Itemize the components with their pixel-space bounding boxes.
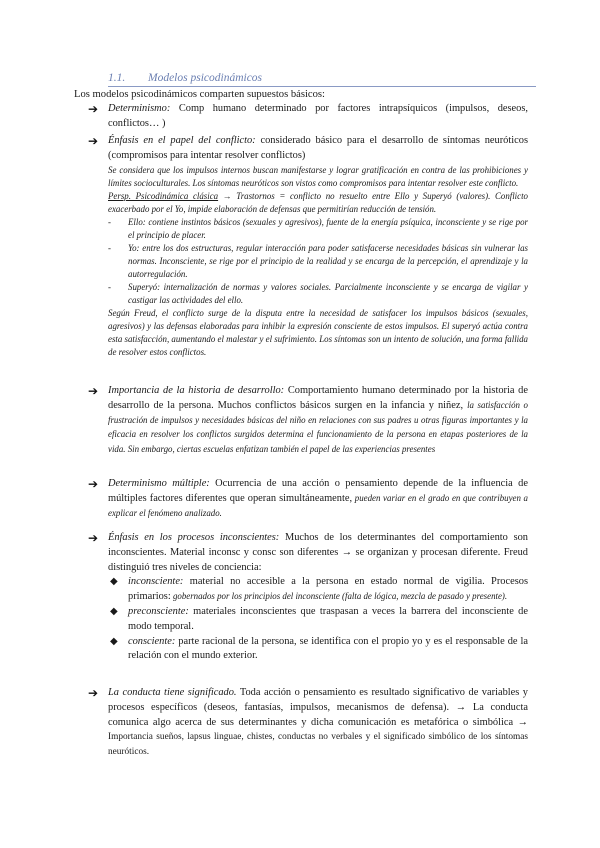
sub-item-text: Superyó: internalización de normas y valores sociales. Parcialmente inconsciente y se encarga de vigilar y castigar las actividades del ello. — [128, 281, 528, 305]
dash-bullet-icon: - — [108, 281, 111, 292]
item-title: La conducta tiene significado. — [108, 687, 237, 698]
item-title: Énfasis en el papel del conflicto: — [108, 135, 256, 146]
section-number: 1.1. — [108, 72, 126, 84]
note-text: Se considera que los impulsos internos buscan manifestarse y lograr gratificación en contra de las prohibiciones y límites socioculturales. Los síntomas neuróticos son vistos como compromisos para intentar resolver este conflicto. — [108, 164, 528, 188]
arrow-bullet-icon: ➔ — [88, 477, 99, 491]
level-note: gobernados por los principios del inconsciente (falta de lógica, mezcla de pasado y presente). — [170, 591, 508, 602]
perspective-text — [88, 190, 528, 216]
dash-bullet-icon: - — [108, 242, 111, 253]
arrow-bullet-icon: ➔ — [88, 384, 99, 398]
note-text: pueden variar en el grado en que contribuyen a explicar el fenómeno analizado. — [108, 492, 528, 518]
item-text: considerado básico para el desarrollo de síntomas neuróticos (compromisos para intentar resolver conflictos) — [108, 135, 528, 161]
bullet-conflicto — [88, 134, 528, 359]
level-text: materiales inconscientes que traspasan a veces la barrera del inconsciente de modo temporal. — [128, 605, 528, 632]
item-title: Determinismo: — [108, 103, 171, 114]
section-title: Modelos psicodinámicos — [148, 72, 263, 84]
diamond-bullet-icon: ◆ — [110, 605, 118, 617]
sub-item — [88, 281, 528, 307]
level-item — [88, 605, 528, 635]
intro-text: Los modelos psicodinámicos comparten supuestos básicos: — [74, 89, 325, 100]
arrow-bullet-icon: ➔ — [88, 102, 99, 116]
arrow-bullet-icon: ➔ — [88, 686, 99, 700]
level-label: inconsciente: — [128, 576, 184, 588]
note-text: Importancia sueños, lapsus linguae, chistes, conductas no verbales y el significado simbólico de los síntomas neuróticos. — [108, 732, 528, 758]
diamond-bullet-icon: ◆ — [110, 635, 118, 647]
sub-item — [88, 216, 528, 242]
item-title: Énfasis en los procesos inconscientes: — [108, 532, 280, 543]
bullet-significado — [88, 686, 528, 760]
item-text: Toda acción o pensamiento es resultado significativo de variables y procesos específicos (deseos, fantasías, impulsos, mecanismos de defensa). → La conducta comunica algo acerca de sus determinantes y dicha comunicación es metafórica o simbólica → — [108, 687, 529, 728]
arrow-bullet-icon: ➔ — [88, 531, 99, 545]
section-heading — [108, 71, 536, 87]
item-text: Comp humano determinado por factores intrapsíquicos (impulsos, deseos, conflictos… ) — [108, 103, 528, 129]
note-text: la satisfacción o frustración de impulsos y necesidades básicas del niño en relaciones con sus padres u otras figuras importantes y la eficacia en resolver los conflictos surgidos determina el funcionamiento de la persona en etapas posteriores de la vida. Sin embargo, ciertas escuelas enfatizan también el papel de las experiencias presentes — [108, 399, 528, 455]
item-text: Ocurrencia de una acción o pensamiento depende de la influencia de múltiples factores diferentes que operan simultáneamente, — [108, 478, 528, 504]
item-text: Muchos de los determinantes del comportamiento son inconscientes. Material inconsc y consc son diferentes → se organizan y procesan diferente. Freud distinguió tres niveles de conciencia: — [108, 532, 529, 573]
dash-bullet-icon: - — [108, 216, 111, 227]
note-text: Según Freud, el conflicto surge de la disputa entre la necesidad de satisfacer los impulsos básicos (sexuales, agresivos) y las defensas elaboradas para inhibir la expresión consciente de estos impulsos. El superyó actúa contra esta satisfacción, aumentando el malestar y el sufrimiento. Los síntomas son un intento de solución, una forma fallida de resolver estos conflictos. — [108, 307, 528, 357]
level-label: preconsciente: — [128, 605, 189, 617]
bullet-inconscientes — [88, 531, 528, 664]
level-text: material no accesible a la persona en estado normal de vigilia. Procesos primarios: — [128, 576, 528, 603]
level-item — [88, 635, 528, 665]
diamond-bullet-icon: ◆ — [110, 576, 118, 588]
bullet-determinismo-multiple — [88, 477, 528, 521]
item-text: Comportamiento humano determinado por la historia de desarrollo de la persona. Muchos conflictos básicos surgen en la infancia y niñez, — [108, 385, 528, 411]
level-label: consciente: — [128, 635, 176, 647]
sub-item-text: Ello: contiene instintos básicos (sexuales y agresivos), fuente de la energía psíquica, inconsciente y se rige por el principio de placer. — [128, 216, 528, 240]
arrow-bullet-icon: ➔ — [88, 134, 99, 148]
level-text: parte racional de la persona, se identifica con el propio yo y es el responsable de la relación con el mundo exterior. — [128, 635, 528, 662]
perspective-body: → Trastornos = conflicto no resuelto entre Ello y Superyó (valores). Conflicto exacerbado por el Yo, impide elaboración de defensas que permitirían reducción de tensión. — [108, 190, 528, 214]
item-title: Importancia de la historia de desarrollo: — [108, 385, 285, 396]
item-title: Determinismo múltiple: — [108, 478, 210, 489]
sub-item — [88, 242, 528, 281]
level-item — [88, 575, 528, 605]
bullet-determinismo — [88, 102, 528, 132]
bullet-historia — [88, 384, 528, 458]
perspective-title: Persp. Psicodinámica clásica — [108, 190, 219, 201]
sub-item-text: Yo: entre los dos estructuras, regular interacción para poder satisfacerse necesidades básicas sin vulnerar las normas. Inconsciente, se rige por el principio de la realidad y se encarga de la percepción, el aprendizaje y la autorregulación. — [128, 242, 528, 279]
